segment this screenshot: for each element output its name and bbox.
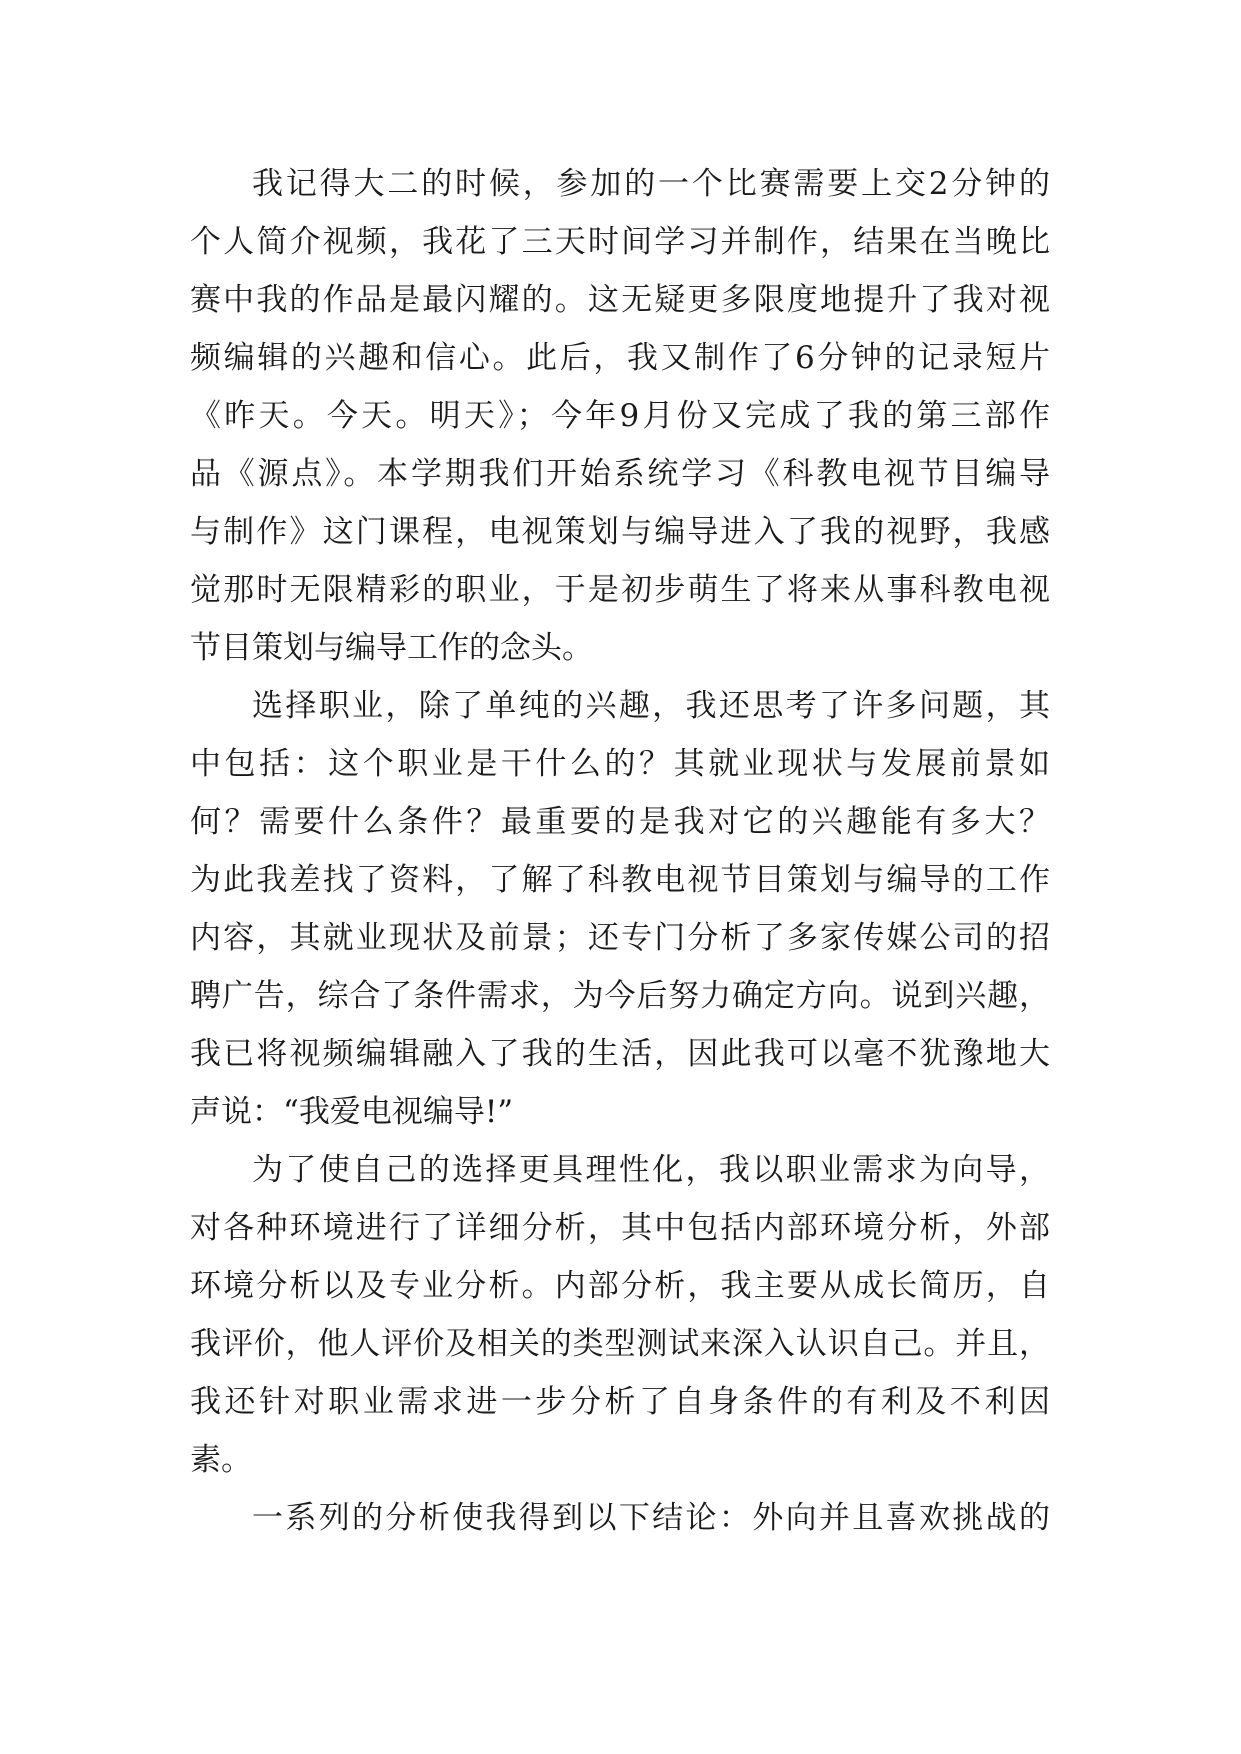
paragraph-1-line-2: 个人简介视频，我花了三天时间学习并制作，结果在当晚比 xyxy=(190,224,1050,260)
paragraph-1-line-3: 赛中我的作品是最闪耀的。这无疑更多限度地提升了我对视 xyxy=(190,282,1050,318)
paragraph-2-line-1: 选择职业，除了单纯的兴趣，我还思考了许多问题，其 xyxy=(252,688,1050,724)
paragraph-3-line-4: 我评价，他人评价及相关的类型测试来深入认识自己。并且， xyxy=(190,1326,1050,1362)
paragraph-2-line-2: 中包括：这个职业是干什么的？其就业现状与发展前景如 xyxy=(190,746,1050,782)
paragraph-3-line-2: 对各种环境进行了详细分析，其中包括内部环境分析，外部 xyxy=(190,1210,1050,1246)
paragraph-3-line-3: 环境分析以及专业分析。内部分析，我主要从成长简历，自 xyxy=(190,1268,1050,1304)
paragraph-2-line-4: 为此我差找了资料，了解了科教电视节目策划与编导的工作 xyxy=(190,862,1050,898)
paragraph-2-line-7: 我已将视频编辑融入了我的生活，因此我可以毫不犹豫地大 xyxy=(190,1036,1050,1072)
paragraph-3-line-5: 我还针对职业需求进一步分析了自身条件的有利及不利因 xyxy=(190,1384,1050,1420)
paragraph-1-line-6: 品《源点》。本学期我们开始系统学习《科教电视节目编导 xyxy=(190,456,1050,492)
paragraph-1-line-5: 《昨天。今天。明天》；今年9月份又完成了我的第三部作 xyxy=(190,398,1050,434)
paragraph-3-line-6: 素。 xyxy=(190,1442,252,1478)
paragraph-1-line-7: 与制作》这门课程，电视策划与编导进入了我的视野，我感 xyxy=(190,514,1050,550)
paragraph-2-line-5: 内容，其就业现状及前景；还专门分析了多家传媒公司的招 xyxy=(190,920,1050,956)
body-text xyxy=(190,155,1050,1547)
paragraph-1-line-1: 我记得大二的时候，参加的一个比赛需要上交2分钟的 xyxy=(252,166,1050,202)
paragraph-1-line-4: 频编辑的兴趣和信心。此后，我又制作了6分钟的记录短片 xyxy=(190,340,1050,376)
paragraph-2-line-6: 聘广告，综合了条件需求，为今后努力确定方向。说到兴趣， xyxy=(190,978,1050,1014)
paragraph-2-line-3: 何？需要什么条件？最重要的是我对它的兴趣能有多大？ xyxy=(190,804,1050,840)
paragraph-3-line-1: 为了使自己的选择更具理性化，我以职业需求为向导， xyxy=(252,1152,1050,1188)
paragraph-4-line-1: 一系列的分析使我得到以下结论：外向并且喜欢挑战的 xyxy=(252,1500,1050,1536)
paragraph-1-line-9: 节目策划与编导工作的念头。 xyxy=(190,630,593,666)
paragraph-1-line-8: 觉那时无限精彩的职业，于是初步萌生了将来从事科教电视 xyxy=(190,572,1050,608)
paragraph-2-line-8: 声说：“我爱电视编导!” xyxy=(190,1094,514,1130)
